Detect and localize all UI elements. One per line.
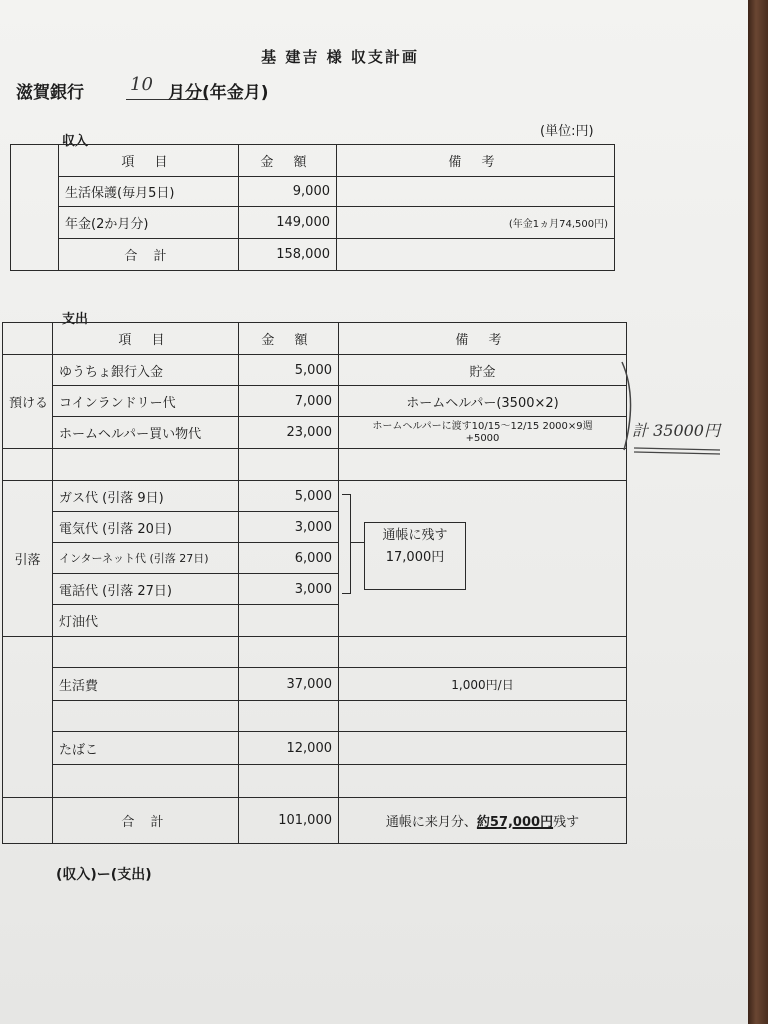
expense-item: ガス代 (引落 9日): [53, 481, 239, 512]
expense-amount: 3,000: [239, 574, 339, 605]
expense-amount: 5,000: [239, 481, 339, 512]
table-row: [11, 177, 615, 207]
expense-note: ホームヘルパー(3500×2): [339, 386, 627, 417]
expense-item: インターネット代 (引落 27日): [53, 543, 239, 574]
income-note: [337, 177, 615, 207]
expense-table: [2, 322, 627, 844]
income-table: [10, 144, 615, 271]
debit-bracket: [342, 494, 351, 594]
bracket-connector: [350, 542, 364, 543]
expense-note: 1,000円/日: [339, 668, 627, 701]
document-title: 基 建吉 様 収支計画: [261, 48, 419, 66]
expense-amount: 7,000: [239, 386, 339, 417]
expense-total-amount: 101,000: [239, 798, 339, 844]
other-group-cell: [3, 637, 53, 798]
expense-total-label: 合 計: [53, 798, 239, 844]
income-amount: 149,000: [239, 207, 337, 239]
table-row: [3, 449, 627, 481]
expense-amount: 3,000: [239, 512, 339, 543]
table-row: [11, 239, 615, 271]
table-row: [3, 701, 627, 732]
income-section-label: 収入: [62, 134, 89, 149]
helper-note-line2: +5000: [465, 432, 500, 444]
expense-item: 電話代 (引落 27日): [53, 574, 239, 605]
expense-item: 灯油代: [53, 605, 239, 637]
bank-name: 滋賀銀行: [16, 83, 84, 103]
expense-amount: 37,000: [239, 668, 339, 701]
bank-box-line1: 通帳に残す: [382, 528, 448, 543]
income-total-label: 合 計: [59, 239, 239, 271]
bank-box-line2: 17,000円: [385, 550, 445, 565]
table-row: [3, 386, 627, 417]
expense-item: ホームヘルパー買い物代: [53, 417, 239, 449]
income-item: 年金(2か月分): [59, 207, 239, 239]
expense-total-note: [339, 798, 627, 844]
income-note: (年金1ヵ月74,500円): [337, 207, 615, 239]
bank-remainder-box: [364, 522, 466, 590]
expense-amount: [239, 605, 339, 637]
deposit-group-label: 預ける: [3, 355, 53, 449]
total-note-amount: 約57,000円: [476, 815, 554, 830]
helper-note-line1: ホームヘルパーに渡す10/15〜12/15 2000×9週: [372, 420, 593, 432]
expense-item: 生活費: [53, 668, 239, 701]
handwritten-bracket: [616, 358, 736, 458]
footer-formula: (収入)ー(支出): [56, 867, 152, 883]
income-note: [337, 239, 615, 271]
month-unit: 月分(年金月): [168, 83, 269, 103]
table-row: [3, 355, 627, 386]
income-header-note: 備 考: [337, 145, 615, 177]
expense-note: 貯金: [339, 355, 627, 386]
expense-item: 電気代 (引落 20日): [53, 512, 239, 543]
table-row: [3, 798, 627, 844]
table-row: [3, 481, 627, 512]
income-amount: 9,000: [239, 177, 337, 207]
expense-header-blank: [3, 323, 53, 355]
expense-amount: 23,000: [239, 417, 339, 449]
expense-header-item: 項 目: [53, 323, 239, 355]
total-note-part3: 残す: [553, 815, 580, 830]
income-item: 生活保護(毎月5日): [59, 177, 239, 207]
table-row: [11, 207, 615, 239]
expense-item: たばこ: [53, 732, 239, 765]
expense-item: ゆうちょ銀行入金: [53, 355, 239, 386]
expense-header-amount: 金 額: [239, 323, 339, 355]
income-header-amount: 金 額: [239, 145, 337, 177]
expense-amount: 6,000: [239, 543, 339, 574]
income-group-cell: [11, 145, 59, 271]
expense-header-note: 備 考: [339, 323, 627, 355]
wood-table-edge: [748, 0, 768, 1024]
handwritten-total: 計 35000円: [632, 421, 720, 440]
expense-item: コインランドリー代: [53, 386, 239, 417]
table-row: [3, 765, 627, 798]
debit-group-label: 引落: [3, 481, 53, 637]
expense-section-label: 支出: [62, 312, 89, 327]
table-row: [3, 417, 627, 449]
income-total-amount: 158,000: [239, 239, 337, 271]
table-row: [3, 668, 627, 701]
total-note-part1: 通帳に来月分、: [385, 815, 477, 830]
table-row: [3, 732, 627, 765]
month-value: 10: [130, 74, 153, 95]
unit-label: (単位:円): [540, 124, 594, 139]
income-header-item: 項 目: [59, 145, 239, 177]
expense-note: [339, 417, 627, 449]
expense-amount: 5,000: [239, 355, 339, 386]
table-row: [3, 637, 627, 668]
expense-amount: 12,000: [239, 732, 339, 765]
expense-note: [339, 732, 627, 765]
